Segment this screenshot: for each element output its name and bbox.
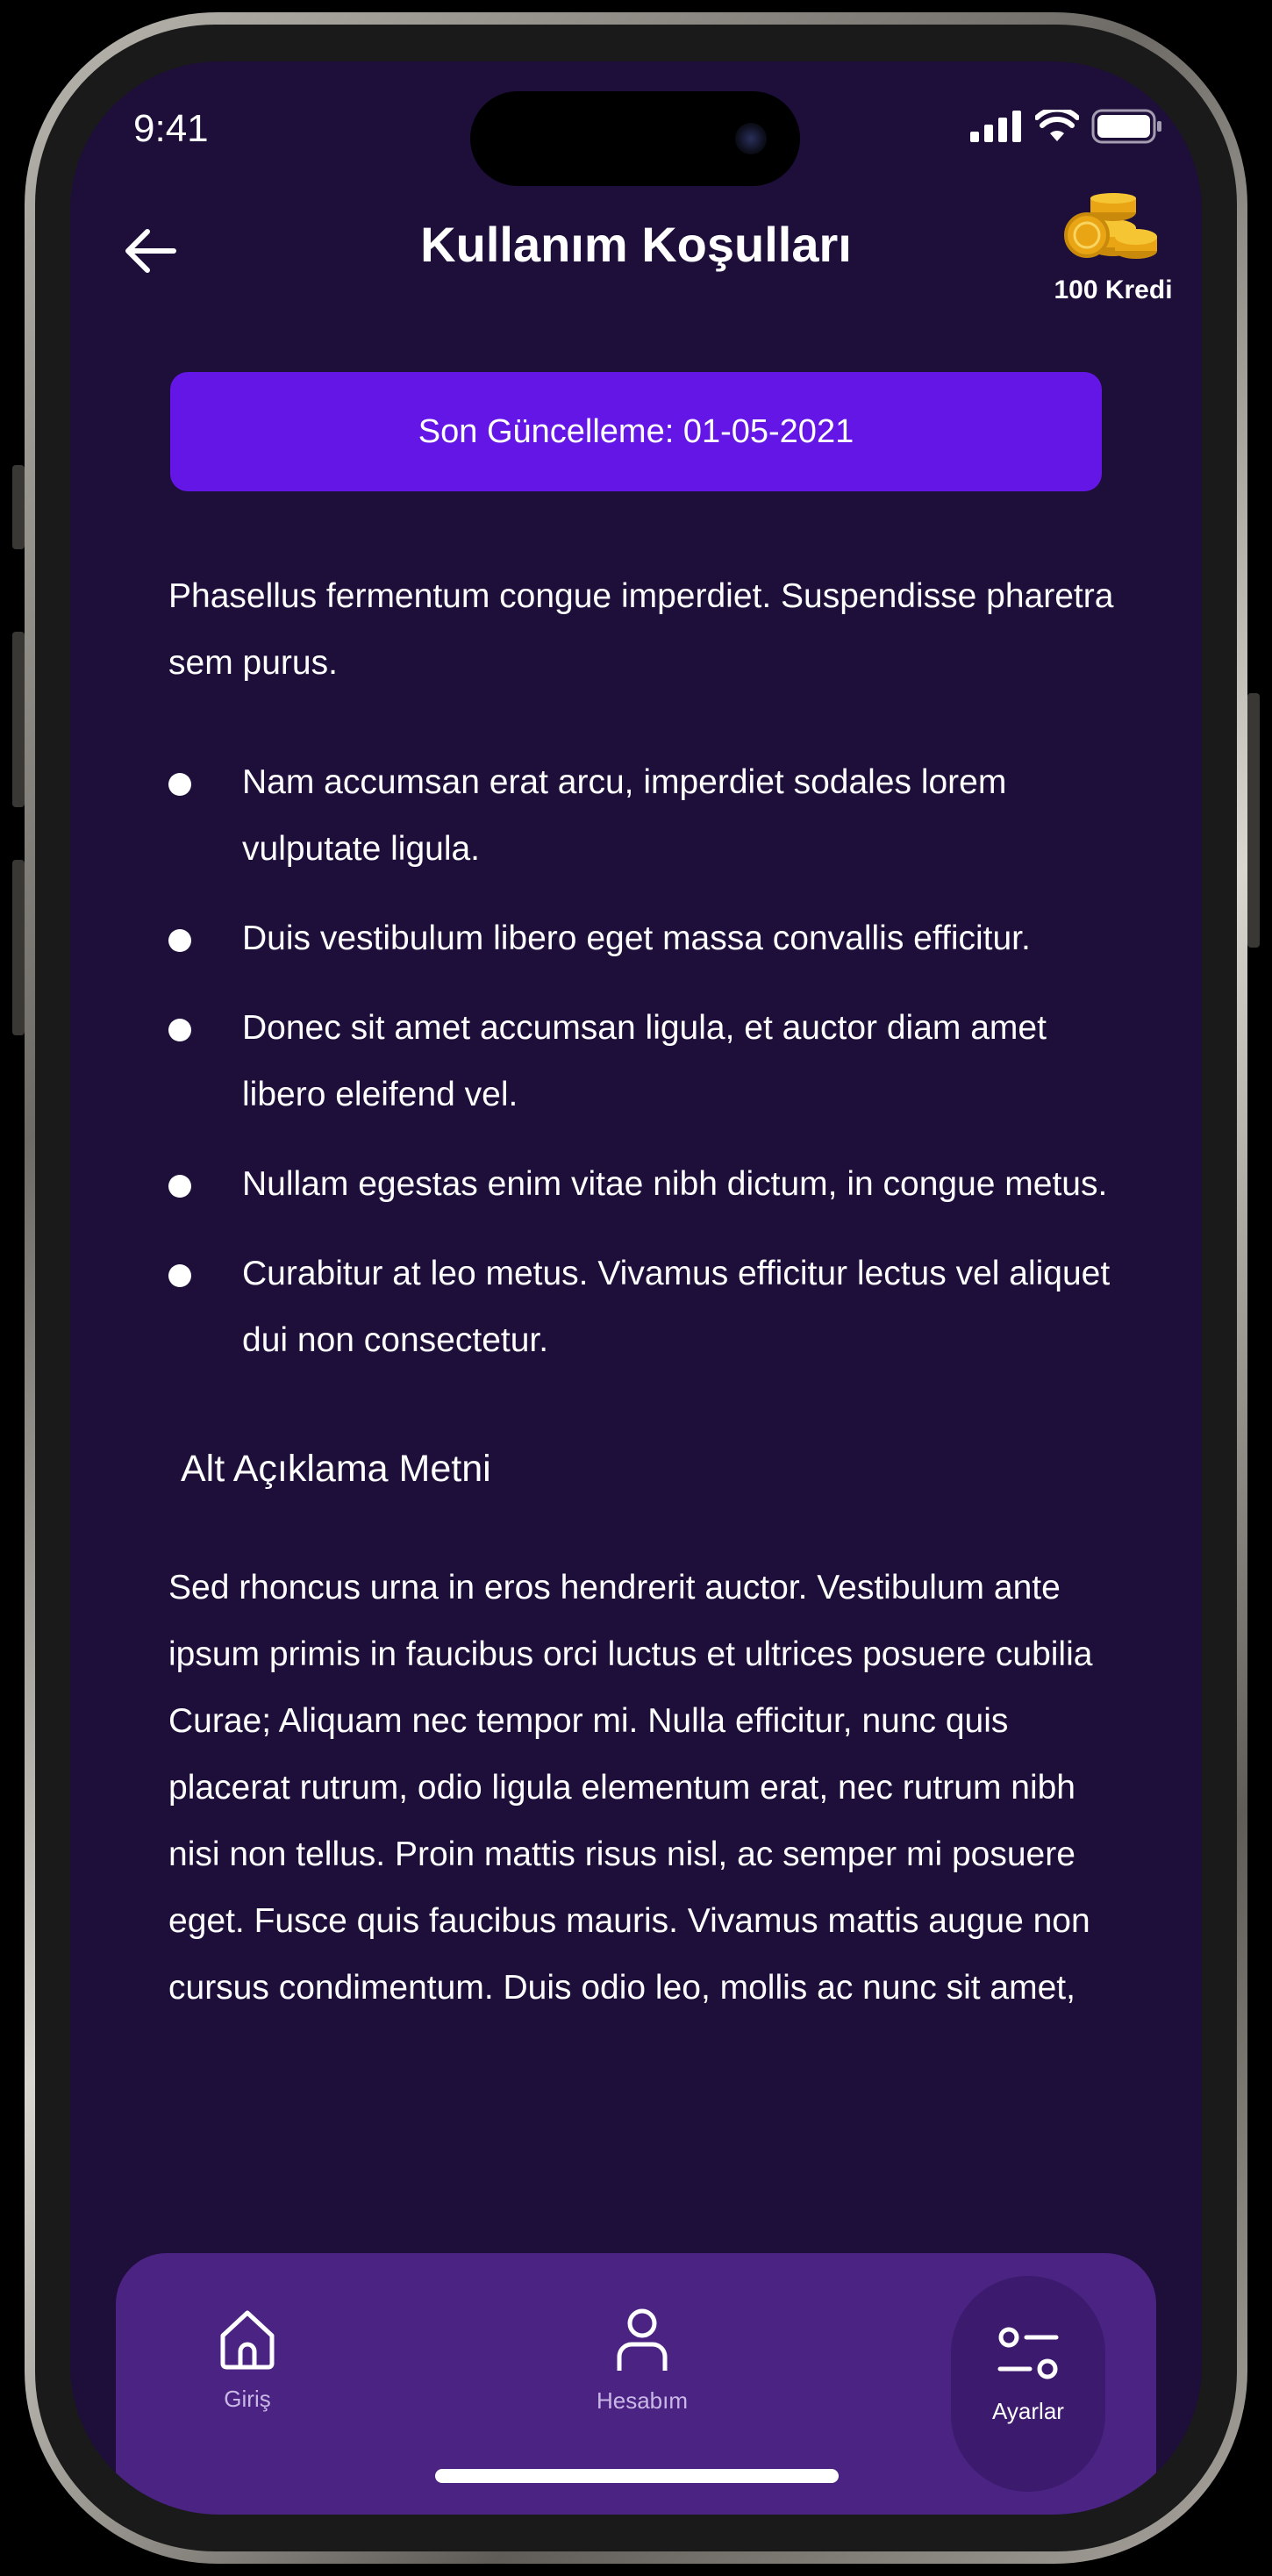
bullet-icon <box>168 1175 191 1198</box>
bullet-icon <box>168 773 191 796</box>
list-item-text: Nam accumsan erat arcu, imperdiet sodales lorem vulputate ligula. <box>242 763 1007 868</box>
screen <box>70 61 1202 2515</box>
coins-icon <box>1061 193 1166 267</box>
list-item-text: Donec sit amet accumsan ligula, et auctor diam amet libero eleifend vel. <box>242 1009 1047 1113</box>
home-icon <box>218 2308 277 2371</box>
nav-settings-label: Ayarlar <box>992 2398 1064 2424</box>
nav-home-label: Giriş <box>224 2386 271 2412</box>
list-item <box>168 749 1116 883</box>
status-icons <box>970 109 1163 144</box>
list-item <box>168 905 1116 972</box>
terms-content <box>168 563 1116 2021</box>
bullet-icon <box>168 1019 191 1041</box>
list-item-text: Curabitur at leo metus. Vivamus efficitur lectus vel aliquet dui non consectetur. <box>242 1255 1111 1359</box>
nav-settings[interactable] <box>951 2276 1105 2492</box>
volume-up-button <box>12 632 25 807</box>
dynamic-island <box>470 91 800 186</box>
action-button <box>12 465 25 549</box>
battery-icon <box>1091 109 1163 144</box>
nav-home[interactable] <box>195 2308 300 2413</box>
status-time: 9:41 <box>133 107 209 150</box>
sliders-icon <box>997 2325 1060 2383</box>
last-updated-banner: Son Güncelleme: 01-05-2021 <box>170 372 1102 491</box>
power-button <box>1247 693 1260 948</box>
user-icon <box>614 2308 670 2372</box>
page-title: Kullanım Koşulları <box>420 217 852 272</box>
body-paragraph: Sed rhoncus urna in eros hendrerit auctor. Vestibulum ante ipsum primis in faucibus orci luctus et ultrices posuere cubilia Curae; Aliquam nec tempor mi. Nulla efficitur, nunc quis placerat rutrum, odio ligula elementum erat, nec rutrum nibh nisi non tellus. Proin mattis risus nisl, ac semper mi posuere eget. Fusce quis faucibus mauris. Vivamus mattis augue non cursus condimentum. Duis odio leo, mollis ac nunc sit amet, <box>168 1569 1093 2007</box>
list-item <box>168 995 1116 1128</box>
intro-paragraph: Phasellus fermentum congue imperdiet. Suspendisse pharetra sem purus. <box>168 577 1114 682</box>
credits-badge[interactable] <box>1047 193 1179 305</box>
volume-down-button <box>12 860 25 1035</box>
nav-account[interactable] <box>563 2308 721 2415</box>
credits-label: 100 Kredi <box>1054 275 1173 304</box>
signal-icon <box>970 111 1023 142</box>
home-indicator[interactable] <box>435 2469 839 2483</box>
list-item-text: Nullam egestas enim vitae nibh dictum, in congue metus. <box>242 1165 1108 1203</box>
list-item-text: Duis vestibulum libero eget massa convallis efficitur. <box>242 919 1031 957</box>
bullet-icon <box>168 1264 191 1287</box>
terms-list <box>168 749 1116 1374</box>
nav-account-label: Hesabım <box>596 2387 689 2414</box>
list-item <box>168 1241 1116 1374</box>
list-item <box>168 1151 1116 1218</box>
section-heading: Alt Açıklama Metni <box>181 1448 491 1490</box>
wifi-icon <box>1035 110 1079 143</box>
camera-icon <box>735 123 767 154</box>
bullet-icon <box>168 929 191 952</box>
